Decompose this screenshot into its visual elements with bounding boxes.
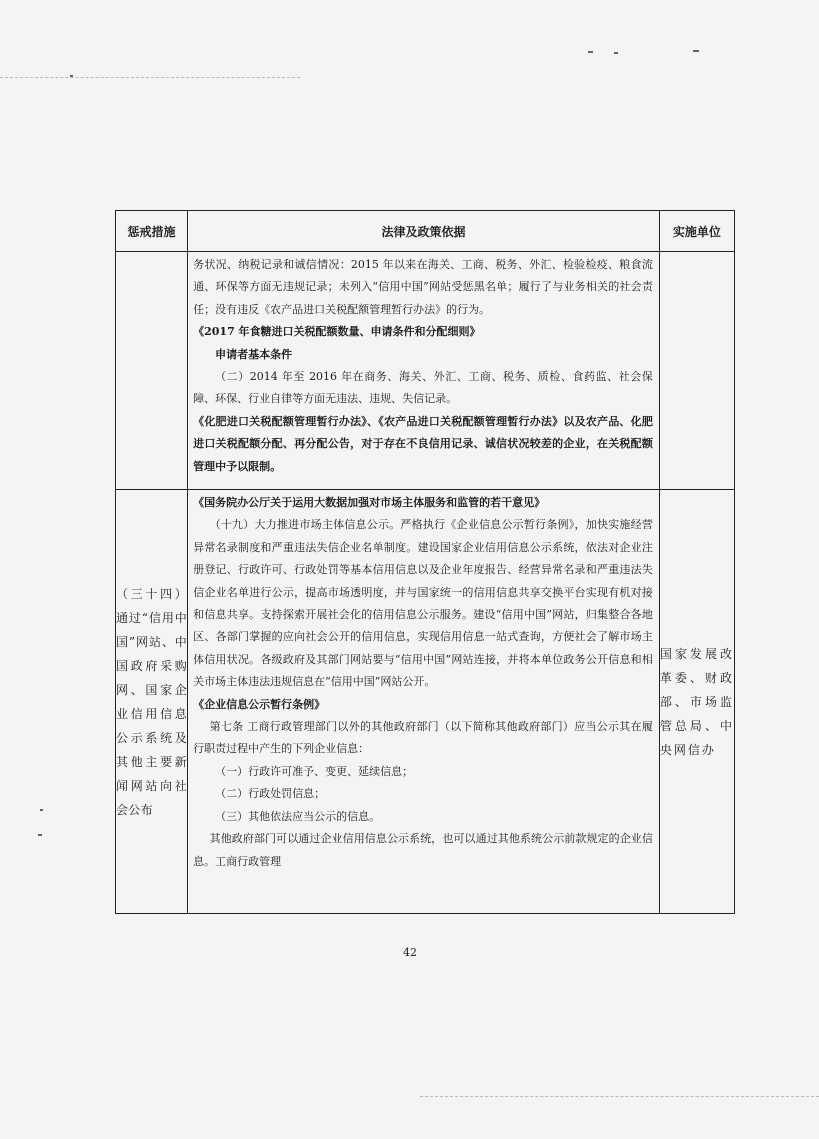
scan-speck (38, 834, 42, 836)
basis-paragraph: 务状况、纳税记录和诚信情况：2015 年以来在海关、工商、税务、外汇、检验检疫、粮食流通、环保等方面无违规记录；未列入“信用中国”网站受惩黑名单；履行了与业务相关的社会责任；没有违反《农产品进口关税配额管理暂行办法》的行为。 (193, 258, 653, 316)
row2-basis-cell (188, 490, 660, 914)
scan-line (420, 1096, 819, 1097)
row2-measure-cell: （三十四）通过“信用中国”网站、中国政府采购网、国家企业信用信息公示系统及其他主要新闻网站向社会公布 (116, 490, 188, 914)
header-measure: 惩戒措施 (116, 211, 188, 252)
basis-paragraph: 《化肥进口关税配额管理暂行办法》、《农产品进口关税配额管理暂行办法》以及农产品、化肥进口关税配额分配、再分配公告，对于存在不良信用记录、诚信状况较差的企业，在关税配额管理中予以限制。 (193, 414, 653, 473)
basis-document-title: 《企业信息公示暂行条例》 (193, 697, 326, 711)
page-number: 42 (403, 946, 417, 959)
basis-paragraph: （三）其他依法应当公示的信息。 (215, 809, 381, 823)
basis-paragraph: 第七条 工商行政管理部门以外的其他政府部门（以下简称其他政府部门）应当公示其在履行职责过程中产生的下列企业信息： (193, 720, 653, 756)
basis-paragraph: （十九）大力推进市场主体信息公示。严格执行《企业信息公示暂行条例》，加快实施经营异常名录制度和严重违法失信企业名单制度。建设国家企业信用信息公示系统，依法对企业注册登记、行政许可、行政处罚等基本信用信息以及企业年度报告、经营异常名录和严重违法失信企业名单进行公示，提高市场透明度，并与国家统一的信用信息共享交换平台实现有机对接和信息共享。支持探索开展社会化的信用信息公示服务。建设“信用中国”网站，归集整合各地区、各部门掌握的应向社会公开的信用信息，实现信用信息一站式查询，方便社会了解市场主体信用状况。各级政府及其部门网站要与“信用中国”网站连接，并将本单位政务公开信息和相关市场主体违法违规信息在“信用中国”网站公开。 (193, 518, 653, 689)
table-row (116, 490, 735, 914)
scan-speck (588, 51, 593, 53)
basis-paragraph: 其他政府部门可以通过企业信用信息公示系统，也可以通过其他系统公示前款规定的企业信息。工商行政管理 (193, 832, 653, 868)
header-basis: 法律及政策依据 (188, 211, 660, 252)
table-row (116, 252, 735, 490)
row2-unit-cell: 国家发展改革委、财政部、市场监管总局、中央网信办 (659, 490, 734, 914)
basis-document-title: 《2017 年食糖进口关税配额数量、申请条件和分配细则》 (193, 325, 481, 339)
basis-document-title: 《国务院办公厅关于运用大数据加强对市场主体服务和监管的若干意见》 (193, 496, 546, 509)
row1-unit-cell (659, 252, 734, 490)
basis-paragraph: 申请者基本条件 (215, 347, 293, 361)
basis-paragraph: （二）行政处罚信息； (215, 787, 326, 801)
policy-table (115, 210, 735, 914)
scan-line (0, 77, 300, 78)
scan-speck (40, 809, 43, 811)
scan-speck (693, 50, 699, 52)
row1-basis-cell (188, 252, 660, 490)
row1-measure-cell (116, 252, 188, 490)
basis-paragraph: （一）行政许可准予、变更、延续信息； (215, 764, 414, 778)
basis-paragraph: （二）2014 年至 2016 年在商务、海关、外汇、工商、税务、质检、食药监、社会保障、环保、行业自律等方面无违法、违规、失信记录。 (193, 370, 653, 406)
scan-speck (614, 52, 618, 54)
table-header-row (116, 211, 735, 252)
header-unit: 实施单位 (659, 211, 734, 252)
